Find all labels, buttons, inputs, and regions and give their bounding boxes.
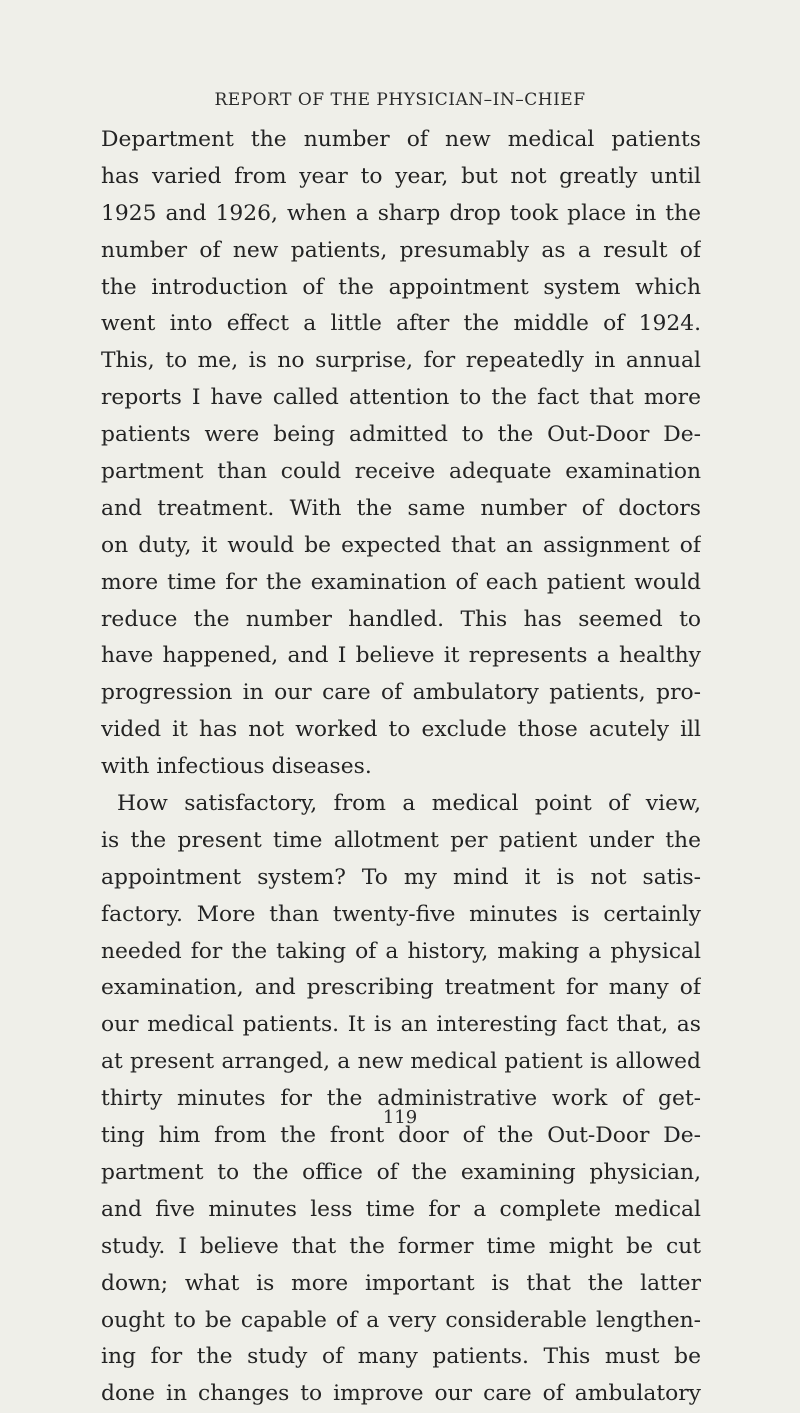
page-number: 119 xyxy=(382,1107,418,1128)
text-line: thirty minutes for the administrative work of get- xyxy=(101,1086,701,1112)
text-line: ing for the study of many patients. This must be xyxy=(101,1344,701,1370)
text-line: partment than could receive adequate examination xyxy=(101,459,701,485)
text-line: has varied from year to year, but not greatly until xyxy=(101,163,701,189)
text-line: progression in our care of ambulatory patients, pro- xyxy=(101,680,701,706)
text-line: appointment system? To my mind it is not satis- xyxy=(101,864,701,890)
body-text xyxy=(101,122,701,1413)
text-line: How satisfactory, from a medical point of view, xyxy=(117,791,701,817)
text-line: ought to be capable of a very considerable lengthen- xyxy=(101,1307,701,1333)
text-line: our medical patients. It is an interesting fact that, as xyxy=(101,1012,701,1038)
text-line: vided it has not worked to exclude those acutely ill xyxy=(101,717,701,743)
text-line: reports I have called attention to the fact that more xyxy=(101,385,701,411)
text-line: on duty, it would be expected that an assignment of xyxy=(101,532,701,558)
text-line: number of new patients, presumably as a result of xyxy=(101,237,701,263)
text-line: went into effect a little after the middle of 1924. xyxy=(101,311,701,337)
text-line: partment to the office of the examining physician, xyxy=(101,1159,701,1185)
text-line: examination, and prescribing treatment for many of xyxy=(101,975,701,1001)
text-line: factory. More than twenty-five minutes is certainly xyxy=(101,901,701,927)
text-line: is the present time allotment per patient under the xyxy=(101,827,701,853)
text-line: at present arranged, a new medical patient is allowed xyxy=(101,1049,701,1075)
text-line: and five minutes less time for a complete medical xyxy=(101,1196,701,1222)
text-line: needed for the taking of a history, making a physical xyxy=(101,938,701,964)
text-line: ting him from the front door of the Out-Door De- xyxy=(101,1123,701,1149)
text-line: reduce the number handled. This has seemed to xyxy=(101,606,701,632)
running-head: REPORT OF THE PHYSICIAN–IN–CHIEF xyxy=(214,90,586,110)
text-line: 1925 and 1926, when a sharp drop took place in the xyxy=(101,200,701,226)
text-line: and treatment. With the same number of doctors xyxy=(101,495,701,521)
text-line: down; what is more important is that the latter xyxy=(101,1270,701,1296)
text-line: with infectious diseases. xyxy=(101,754,372,780)
text-line: done in changes to improve our care of ambulatory xyxy=(101,1381,701,1407)
text-line: Department the number of new medical patients xyxy=(101,127,701,152)
text-line: patients were being admitted to the Out-Door De- xyxy=(101,422,701,448)
text-line: study. I believe that the former time might be cut xyxy=(101,1233,701,1259)
text-line: the introduction of the appointment system which xyxy=(101,274,701,300)
text-line: have happened, and I believe it represents a healthy xyxy=(101,643,701,669)
text-line: more time for the examination of each patient would xyxy=(101,569,701,595)
text-line: This, to me, is no surprise, for repeatedly in annual xyxy=(101,348,701,374)
